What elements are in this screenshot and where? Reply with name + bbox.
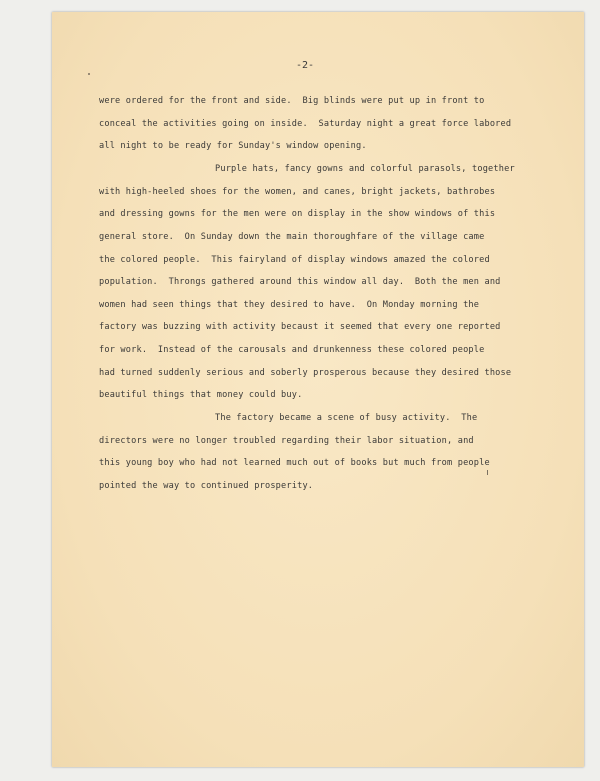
text-line-14: beautiful things that money could buy. xyxy=(99,390,303,400)
text-line-15: The factory became a scene of busy activity. The xyxy=(215,413,478,423)
text-line-10: women had seen things that they desired to have. On Monday morning the xyxy=(99,300,480,310)
paper-speck xyxy=(88,73,90,75)
text-line-5: with high-heeled shoes for the women, and canes, bright jackets, bathrobes xyxy=(99,187,496,197)
text-line-8: the colored people. This fairyland of display windows amazed the colored xyxy=(99,255,490,265)
text-line-3: all night to be ready for Sunday's window opening. xyxy=(99,141,367,151)
paper-speck xyxy=(487,470,488,475)
text-line-9: population. Throngs gathered around this window all day. Both the men and xyxy=(99,277,501,287)
text-line-4: Purple hats, fancy gowns and colorful parasols, together xyxy=(215,164,515,174)
text-line-16: directors were no longer troubled regarding their labor situation, and xyxy=(99,436,474,446)
text-line-13: had turned suddenly serious and soberly prosperous because they desired those xyxy=(99,368,512,378)
page-number: -2- xyxy=(295,60,315,71)
text-line-2: conceal the activities going on inside. Saturday night a great force labored xyxy=(99,119,512,129)
text-line-7: general store. On Sunday down the main thoroughfare of the village came xyxy=(99,232,485,242)
text-line-17: this young boy who had not learned much out of books but much from people xyxy=(99,458,490,468)
text-line-11: factory was buzzing with activity becaust it seemed that every one reported xyxy=(99,322,501,332)
text-line-12: for work. Instead of the carousals and drunkenness these colored people xyxy=(99,345,485,355)
text-line-6: and dressing gowns for the men were on display in the show windows of this xyxy=(99,209,496,219)
text-line-18: pointed the way to continued prosperity. xyxy=(99,481,314,491)
text-line-1: were ordered for the front and side. Big blinds were put up in front to xyxy=(99,96,485,106)
